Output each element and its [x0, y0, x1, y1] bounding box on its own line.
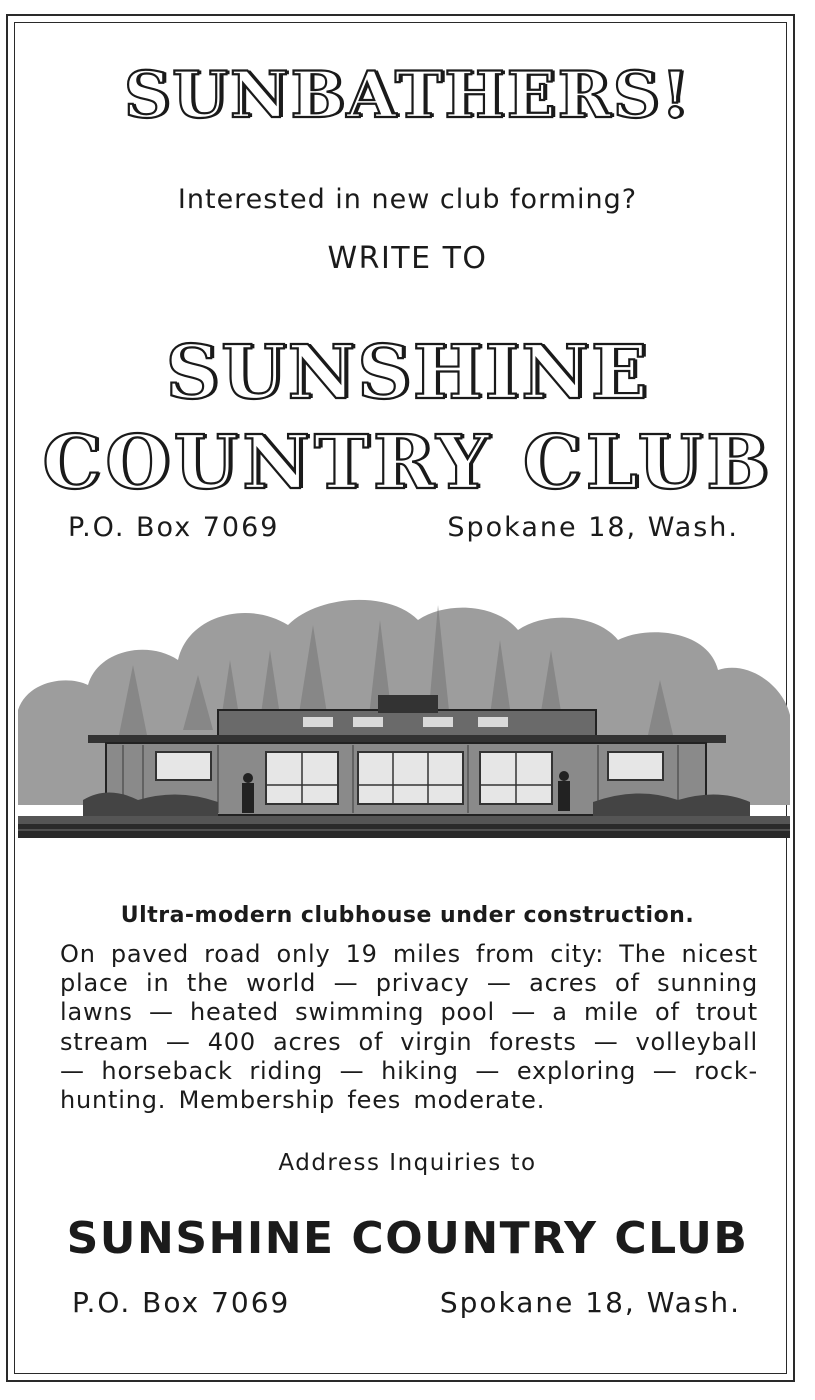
headline: SUNBATHERS!: [123, 58, 692, 133]
clubhouse-illustration: [18, 590, 790, 855]
po-box-top: P.O. Box 7069: [68, 512, 280, 543]
city-top: Spokane 18, Wash.: [447, 512, 739, 543]
tagline: Ultra-modern clubhouse under construction.: [120, 903, 695, 928]
club-name-line-2: COUNTRY CLUB: [42, 420, 773, 506]
write-to-line: WRITE TO: [327, 241, 488, 276]
city-bottom: Spokane 18, Wash.: [439, 1286, 741, 1319]
club-name-bottom: SUNSHINE COUNTRY CLUB: [66, 1213, 749, 1264]
body-paragraph: On paved road only 19 miles from city: The nicest place in the world — privacy — acres of sunning lawns — heated swimming pool — a mile of trout stream — 400 acres of virgin forests — volleyball — horseback riding — hiking — exploring — rock-hunting. Membership fees moderate.: [60, 940, 758, 1115]
question-line: Interested in new club forming?: [177, 184, 638, 215]
po-box-bottom: P.O. Box 7069: [72, 1286, 291, 1319]
club-name-line-1: SUNSHINE: [165, 330, 650, 416]
inquiries-line: Address Inquiries to: [278, 1150, 537, 1176]
